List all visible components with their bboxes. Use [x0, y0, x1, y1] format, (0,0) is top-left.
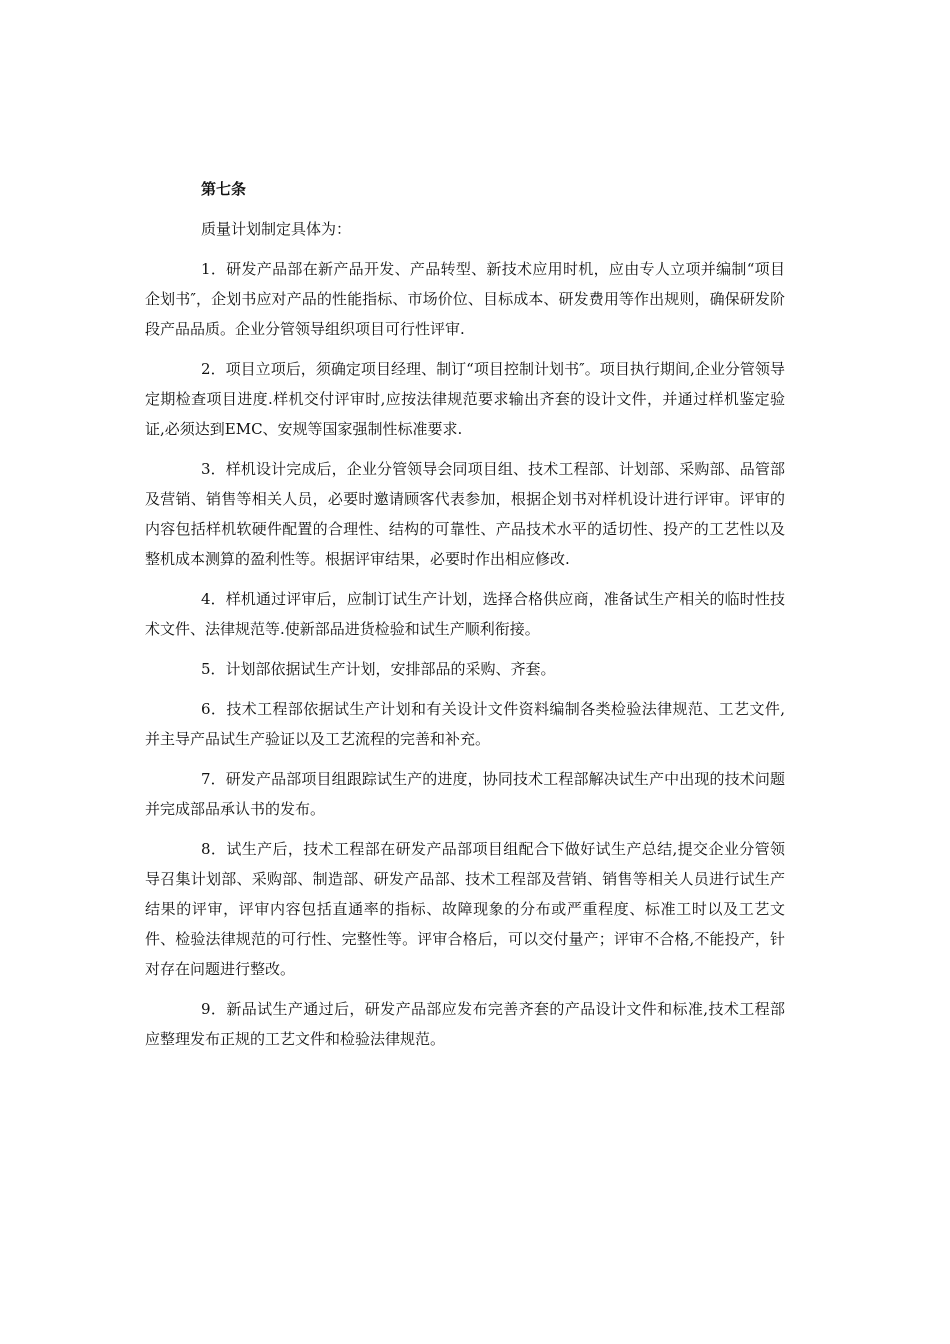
clause-item-6: 6．技术工程部依据试生产计划和有关设计文件资料编制各类检验法律规范、工艺文件,并主导产品试生产验证以及工艺流程的完善和补充。: [145, 700, 785, 748]
clause-item-1: 1．研发产品部在新产品开发、产品转型、新技术应用时机，应由专人立项并编制“项目企划书″，企划书应对产品的性能指标、市场价位、目标成本、研发费用等作出规则，确保研发阶段产品品质。企业分管领导组织项目可行性评审.: [145, 260, 785, 338]
clause-item-5: 5．计划部依据试生产计划，安排部品的采购、齐套。: [201, 660, 556, 678]
clause-item-7: 7．研发产品部项目组跟踪试生产的进度，协同技术工程部解决试生产中出现的技术问题并完成部品承认书的发布。: [145, 770, 785, 818]
clause-item-9: 9．新品试生产通过后，研发产品部应发布完善齐套的产品设计文件和标准,技术工程部应整理发布正规的工艺文件和检验法律规范。: [145, 1000, 785, 1048]
article-heading: 第七条: [201, 180, 247, 198]
document-body: [145, 174, 785, 1054]
clause-item-4: 4．样机通过评审后，应制订试生产计划，选择合格供应商，准备试生产相关的临时性技术文件、法律规范等.使新部品进货检验和试生产顺利衔接。: [145, 590, 785, 638]
clause-item-2: 2．项目立项后，须确定项目经理、制订“项目控制计划书″。项目执行期间,企业分管领导定期检查项目进度.样机交付评审时,应按法律规范要求输出齐套的设计文件，并通过样机鉴定验证,必须达到EMC、安规等国家强制性标准要求.: [145, 360, 785, 438]
clause-item-3: 3．样机设计完成后，企业分管领导会同项目组、技术工程部、计划部、采购部、品管部及营销、销售等相关人员，必要时邀请顾客代表参加，根据企划书对样机设计进行评审。评审的内容包括样机软硬件配置的合理性、结构的可靠性、产品技术水平的适切性、投产的工艺性以及整机成本测算的盈利性等。根据评审结果，必要时作出相应修改.: [145, 460, 785, 568]
intro-paragraph: 质量计划制定具体为：: [201, 220, 352, 238]
clause-item-8: 8．试生产后，技术工程部在研发产品部项目组配合下做好试生产总结,提交企业分管领导召集计划部、采购部、制造部、研发产品部、技术工程部及营销、销售等相关人员进行试生产结果的评审，评审内容包括直通率的指标、故障现象的分布或严重程度、标准工时以及工艺文件、检验法律规范的可行性、完整性等。评审合格后，可以交付量产；评审不合格,不能投产，针对存在问题进行整改。: [145, 840, 785, 978]
